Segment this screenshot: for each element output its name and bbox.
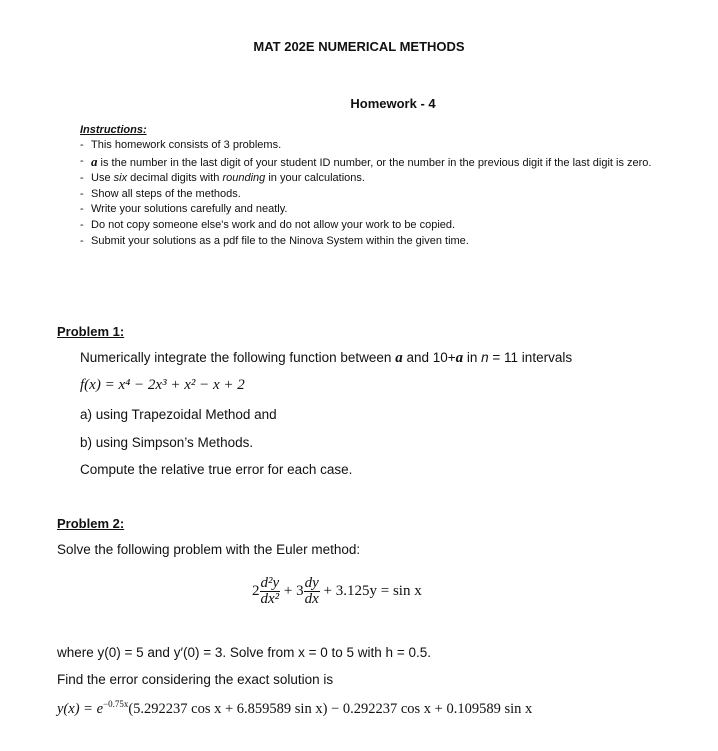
exact-solution: $y(x) = e^{-0.75x}(5.292237$ cos x + 6.859589 sin x) − 0.292237 cos x + 0.109589 sin x [57, 699, 533, 717]
instruction-item: - Submit your solutions as a pdf file to the Ninova System within the given time. [80, 234, 660, 250]
instruction-item: - a is the number in the last digit of your student ID number, or the number in the previous digit if the last digit is zero. [80, 154, 656, 172]
homework-title: Homework - 4 [350, 96, 436, 111]
course-title: MAT 202E NUMERICAL METHODS [253, 39, 465, 54]
instruction-item: - This homework consists of 3 problems. [80, 138, 660, 154]
differential-equation: 2 $\frac{\text{d²y}}{\text{dx²}}$ + 3 $\frac{dy}{dx}$ + 3.125y = sin x [252, 575, 422, 607]
problem2-intro: Solve the following problem with the Euler method: [57, 542, 361, 557]
problem1-part-b: b) using Simpson’s Methods. [80, 435, 254, 450]
problem1-function: f(x) = x⁴ − 2x³ + x² − x + 2 [80, 377, 245, 393]
instruction-item: - Show all steps of the methods. [80, 187, 660, 203]
problem1-closing: Compute the relative true error for each case. [80, 462, 353, 477]
instructions-list [80, 138, 660, 249]
instruction-item: - Use six decimal digits with rounding in your calculations. [80, 171, 660, 187]
instruction-item: - Write your solutions carefully and neatly. [80, 202, 660, 218]
instruction-item: - Do not copy someone else's work and do not allow your work to be copied. [80, 218, 660, 234]
initial-conditions: where y(0) = 5 and y′(0) = 3. Solve from x = 0 to 5 with h = 0.5. [57, 645, 431, 660]
problem2-heading: Problem 2: [57, 516, 125, 531]
error-instruction: Find the error considering the exact solution is [57, 672, 334, 687]
variable-a: a [91, 153, 98, 169]
problem1-statement: Numerically integrate the following function between a and 10+a in n = 11 intervals [80, 350, 573, 366]
problem1-part-a: a) using Trapezoidal Method and [80, 407, 277, 422]
problem1-heading: Problem 1: [57, 324, 125, 339]
instructions-heading: Instructions: [80, 124, 147, 136]
